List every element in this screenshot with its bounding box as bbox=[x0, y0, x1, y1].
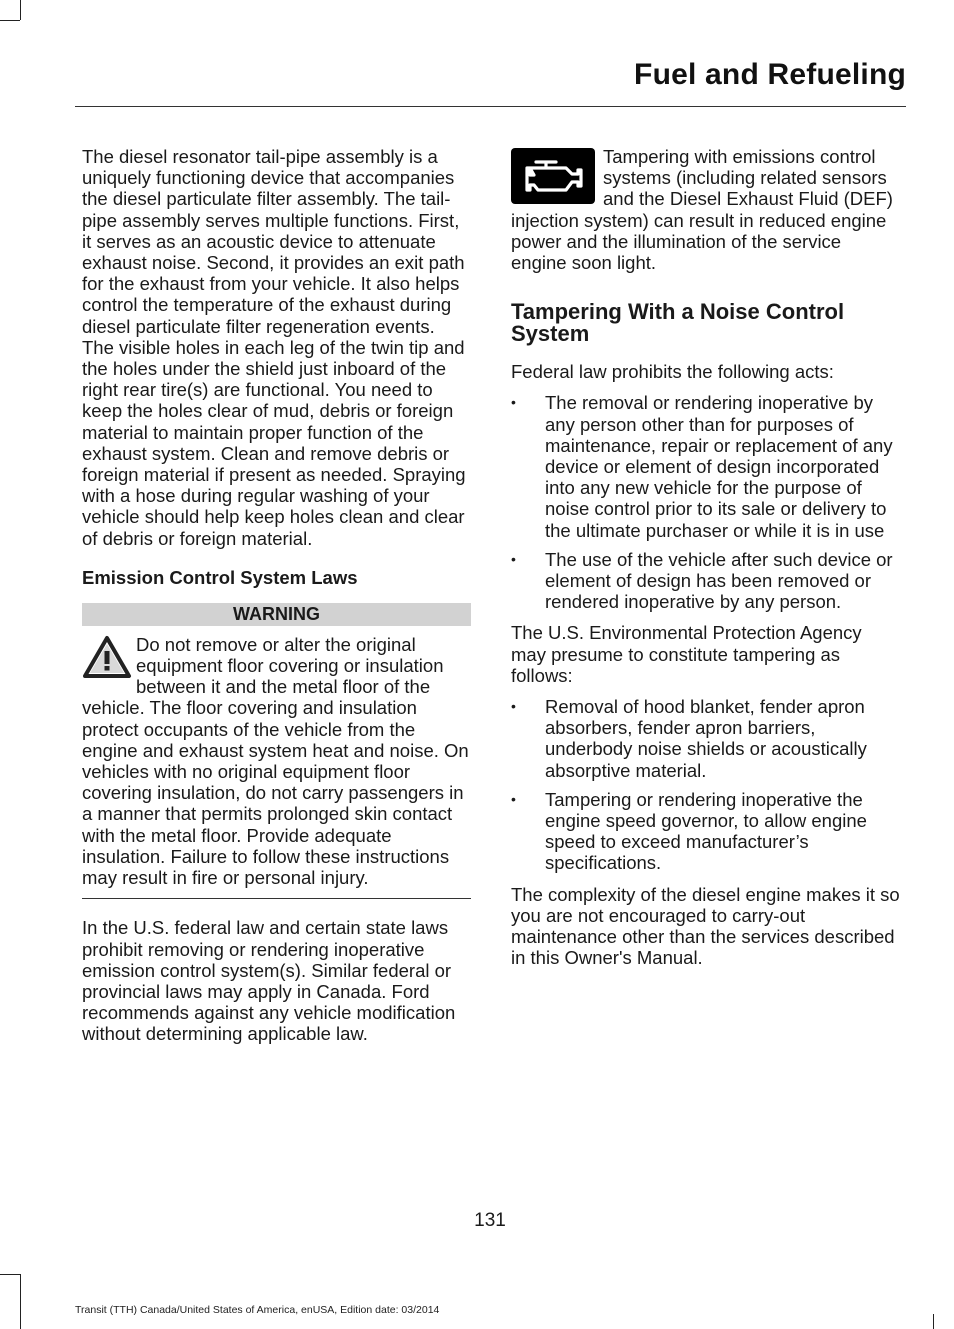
crop-mark bbox=[0, 1274, 20, 1275]
intro-paragraph: The diesel resonator tail-pipe assembly is a uniquely functioning device that accompanies the diesel particulate filter assembly. The tail-pipe assembly serves multiple functions. First, it serves as an acoustic device to attenuate exhaust noise. Second, it provides an exit path for the exhaust from your vehicle. It also helps control the temperature of the exhaust during diesel particulate filter regeneration events. The visible holes in each leg of the twin tip and the holes under the shield just inboard of the right rear tire(s) are functional. You need to keep the holes clear of mud, debris or foreign material to maintain proper function of the exhaust system. Clean and remove debris or foreign material if present as needed. Spraying with a hose during regular washing of your vehicle should help keep holes clean and clear of debris or foreign material. bbox=[82, 146, 466, 549]
section-heading-emission-laws: Emission Control System Laws bbox=[82, 566, 358, 588]
page-number: 131 bbox=[474, 1210, 506, 1231]
crop-mark bbox=[20, 1274, 21, 1329]
federal-intro: Federal law prohibits the following acts: bbox=[511, 361, 834, 383]
warning-divider bbox=[82, 898, 471, 899]
page-title: Fuel and Refueling bbox=[634, 58, 906, 91]
list-item: • The use of the vehicle after such device or element of design has been removed or rendered inoperative by any person. bbox=[511, 549, 900, 613]
tampering-examples-list bbox=[511, 696, 900, 874]
list-item: • Removal of hood blanket, fender apron absorbers, fender apron barriers, underbody noise shields or acoustically absorptive material. bbox=[511, 696, 900, 781]
right-column bbox=[511, 146, 900, 979]
epa-intro: The U.S. Environmental Protection Agency may presume to constitute tampering as follows: bbox=[511, 622, 862, 686]
section-heading-noise-control: Tampering With a Noise Control System bbox=[511, 299, 845, 347]
prohibited-acts-list bbox=[511, 392, 900, 612]
check-engine-icon bbox=[511, 148, 595, 204]
crop-mark bbox=[20, 0, 21, 20]
warning-triangle-icon bbox=[82, 635, 132, 679]
closing-paragraph: The complexity of the diesel engine makes it so you are not encouraged to carry-out maintenance other than the services described in this Owner's Manual. bbox=[511, 883, 900, 969]
list-item: • Tampering or rendering inoperative the engine speed governor, to allow engine speed to exceed manufacturer’s specifications. bbox=[511, 789, 900, 874]
warning-block bbox=[82, 634, 471, 888]
title-divider bbox=[75, 106, 906, 107]
engine-notice-block bbox=[511, 146, 900, 273]
crop-mark bbox=[0, 20, 20, 21]
law-paragraph: In the U.S. federal law and certain state laws prohibit removing or rendering inoperative emission control system(s). Similar federal or provincial laws may apply in Canada. Ford recommends against any vehicle modification without determining applicable law. bbox=[82, 917, 456, 1045]
list-item: • The removal or rendering inoperative by any person other than for purposes of maintenance, repair or replacement of any device or element of design incorporated into any new vehicle for the purpose of noise control prior to its sale or delivery to the ultimate purchaser or while it is in use bbox=[511, 392, 900, 540]
edition-footer: Transit (TTH) Canada/United States of America, enUSA, Edition date: 03/2014 bbox=[75, 1304, 440, 1316]
warning-label: WARNING bbox=[82, 603, 471, 626]
warning-text: Do not remove or alter the original equipment floor covering or insulation between it and the metal floor of the vehicle. The floor covering and insulation protect occupants of the vehicle from the engine and exhaust system heat and noise. On vehicles with no original equipment floor covering insulation, do not carry passengers in a manner that permits prolonged skin contact with the metal floor. Provide adequate insulation. Failure to follow these instructions may result in fire or personal injury. bbox=[82, 633, 469, 889]
left-column bbox=[82, 146, 471, 1055]
crop-mark bbox=[933, 1314, 934, 1329]
engine-notice-text: Tampering with emissions control systems (including related sensors and the Diesel Exhaust Fluid (DEF) injection system) can result in reduced engine power and the illumination of the service engine soon light. bbox=[511, 146, 893, 274]
